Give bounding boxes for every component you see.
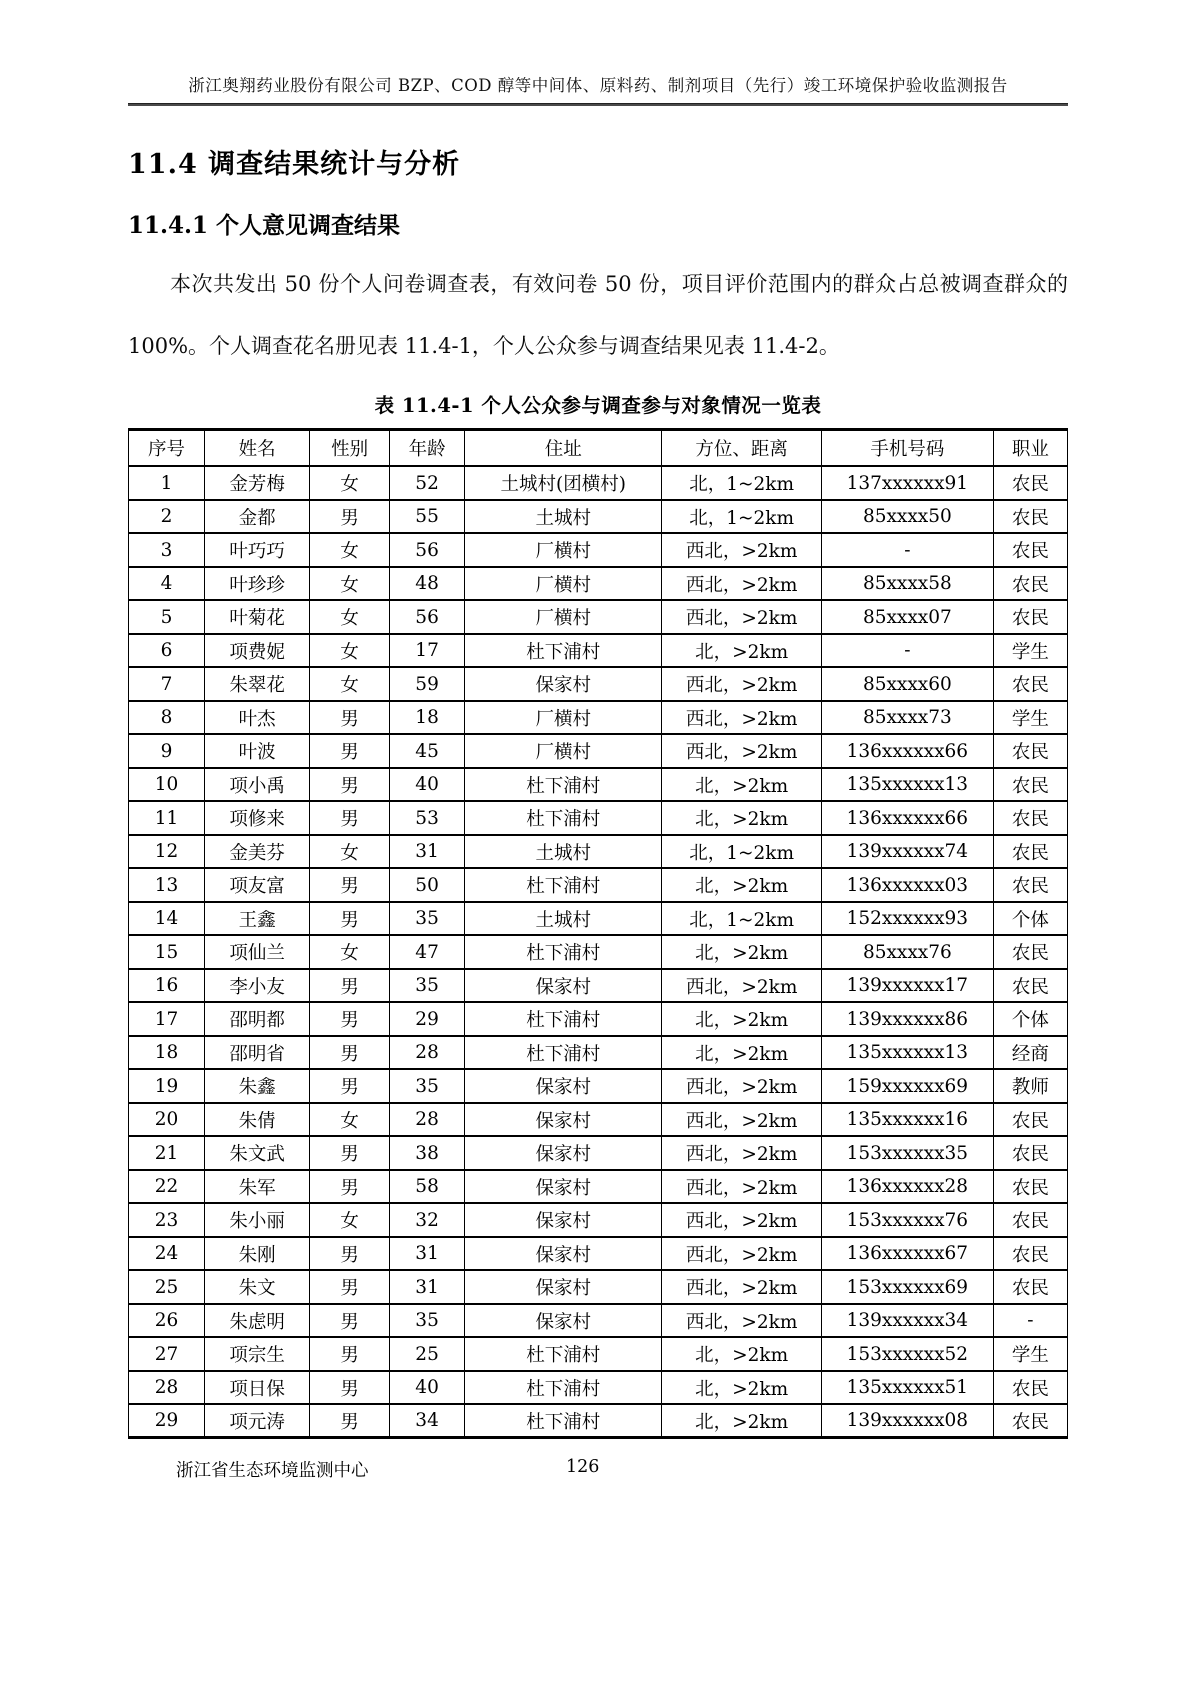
table-cell: 北，>2km xyxy=(662,768,822,802)
table-cell: 杜下浦村 xyxy=(465,935,662,969)
table-row xyxy=(129,1170,1068,1204)
table-cell: 24 xyxy=(129,1237,205,1271)
table-cell: 保家村 xyxy=(465,1237,662,1271)
table-cell: 保家村 xyxy=(465,1270,662,1304)
table-row xyxy=(129,1237,1068,1271)
table-cell: 农民 xyxy=(993,969,1067,1003)
table-cell: 17 xyxy=(129,1002,205,1036)
table-cell: 农民 xyxy=(993,533,1067,567)
table-cell: 139xxxxxx86 xyxy=(821,1002,993,1036)
table-cell: 朱刚 xyxy=(205,1237,310,1271)
table-cell: 保家村 xyxy=(465,1203,662,1237)
table-cell: 31 xyxy=(390,1237,465,1271)
table-row xyxy=(129,969,1068,1003)
table-cell: 经商 xyxy=(993,1036,1067,1070)
table-cell: 朱倩 xyxy=(205,1103,310,1137)
table-cell: 85xxxx50 xyxy=(821,500,993,534)
table-cell: 农民 xyxy=(993,667,1067,701)
table-cell: 8 xyxy=(129,701,205,735)
table-cell: 杜下浦村 xyxy=(465,1337,662,1371)
table-cell: 32 xyxy=(390,1203,465,1237)
table-cell: 34 xyxy=(390,1404,465,1438)
running-header: 浙江奥翔药业股份有限公司 BZP、COD 醇等中间体、原料药、制剂项目（先行）竣工环境保护验收监测报告 xyxy=(188,76,1008,95)
table-cell: 西北，>2km xyxy=(662,1237,822,1271)
table-cell: 北，>2km xyxy=(662,1371,822,1405)
table-row xyxy=(129,1002,1068,1036)
table-cell: 31 xyxy=(390,1270,465,1304)
table-cell: 北，>2km xyxy=(662,1337,822,1371)
table-cell: 西北，>2km xyxy=(662,1170,822,1204)
table-cell: 保家村 xyxy=(465,1069,662,1103)
table-cell: 135xxxxxx13 xyxy=(821,1036,993,1070)
table-cell: 男 xyxy=(310,868,390,902)
table-row xyxy=(129,1203,1068,1237)
table-cell: 农民 xyxy=(993,835,1067,869)
body-paragraph: 本次共发出 50 份个人问卷调查表，有效问卷 50 份，项目评价范围内的群众占总被调查群众的 100%。个人调查花名册见表 11.4-1，个人公众参与调查结果见表 11.4-2。 xyxy=(128,272,1068,358)
table-cell: 土城村 xyxy=(465,902,662,936)
table-cell: 项费妮 xyxy=(205,634,310,668)
table-cell: 15 xyxy=(129,935,205,969)
table-cell: 女 xyxy=(310,567,390,601)
table-cell: 杜下浦村 xyxy=(465,634,662,668)
table-cell: 学生 xyxy=(993,634,1067,668)
table-cell: 金美芬 xyxy=(205,835,310,869)
table-cell: 男 xyxy=(310,1270,390,1304)
table-cell: 男 xyxy=(310,1036,390,1070)
table-cell: 139xxxxxx34 xyxy=(821,1304,993,1338)
table-cell: 35 xyxy=(390,1304,465,1338)
table-cell: 北，1~2km xyxy=(662,500,822,534)
table-cell: 12 xyxy=(129,835,205,869)
table-cell: 136xxxxxx66 xyxy=(821,801,993,835)
table-cell: 152xxxxxx93 xyxy=(821,902,993,936)
table-row xyxy=(129,1036,1068,1070)
table-cell: 邵明省 xyxy=(205,1036,310,1070)
table-cell: 女 xyxy=(310,1203,390,1237)
table-cell: 10 xyxy=(129,768,205,802)
header-rule xyxy=(128,103,1068,106)
table-cell: 个体 xyxy=(993,902,1067,936)
table-cell: 153xxxxxx52 xyxy=(821,1337,993,1371)
table-cell: 西北，>2km xyxy=(662,1136,822,1170)
table-cell: 杜下浦村 xyxy=(465,868,662,902)
table-cell: 个体 xyxy=(993,1002,1067,1036)
table-cell: 男 xyxy=(310,969,390,1003)
table-row xyxy=(129,768,1068,802)
table-cell: 男 xyxy=(310,1237,390,1271)
table-cell: 农民 xyxy=(993,500,1067,534)
table-cell: 农民 xyxy=(993,1270,1067,1304)
table-cell: 52 xyxy=(390,466,465,500)
table-cell: 北，>2km xyxy=(662,1036,822,1070)
table-cell: 男 xyxy=(310,1371,390,1405)
table-cell: 135xxxxxx51 xyxy=(821,1371,993,1405)
table-cell: 25 xyxy=(129,1270,205,1304)
table-cell: 56 xyxy=(390,600,465,634)
table-cell: 农民 xyxy=(993,1103,1067,1137)
table-row xyxy=(129,835,1068,869)
table-row xyxy=(129,734,1068,768)
table-cell: 农民 xyxy=(993,1170,1067,1204)
table-cell: 邵明都 xyxy=(205,1002,310,1036)
table-cell: 朱翠花 xyxy=(205,667,310,701)
table-cell: 杜下浦村 xyxy=(465,1036,662,1070)
table-cell: 西北，>2km xyxy=(662,969,822,1003)
table-cell: 153xxxxxx35 xyxy=(821,1136,993,1170)
table-cell: 55 xyxy=(390,500,465,534)
table-cell: 男 xyxy=(310,1069,390,1103)
table-cell: 北，>2km xyxy=(662,634,822,668)
table-cell: 4 xyxy=(129,567,205,601)
footer-organization: 浙江省生态环境监测中心 xyxy=(176,1461,369,1482)
table-cell: 金芳梅 xyxy=(205,466,310,500)
table-cell: 31 xyxy=(390,835,465,869)
table-cell: 西北，>2km xyxy=(662,1103,822,1137)
page-number: 126 xyxy=(566,1457,600,1478)
table-cell: 西北，>2km xyxy=(662,1304,822,1338)
table-cell: 保家村 xyxy=(465,1170,662,1204)
table-cell: 教师 xyxy=(993,1069,1067,1103)
table-cell: 20 xyxy=(129,1103,205,1137)
table-cell: 农民 xyxy=(993,734,1067,768)
table-cell: 厂横村 xyxy=(465,734,662,768)
table-cell: 西北，>2km xyxy=(662,600,822,634)
column-header: 住址 xyxy=(465,429,662,466)
table-cell: 28 xyxy=(390,1103,465,1137)
table-cell: 杜下浦村 xyxy=(465,801,662,835)
table-row xyxy=(129,567,1068,601)
table-cell: 153xxxxxx76 xyxy=(821,1203,993,1237)
table-cell: 农民 xyxy=(993,1371,1067,1405)
table-row xyxy=(129,1136,1068,1170)
table-cell: 21 xyxy=(129,1136,205,1170)
table-cell: 农民 xyxy=(993,1203,1067,1237)
table-cell: 男 xyxy=(310,1170,390,1204)
table-cell: 王鑫 xyxy=(205,902,310,936)
table-cell: 朱小丽 xyxy=(205,1203,310,1237)
table-cell: 项元涛 xyxy=(205,1404,310,1438)
subsection-heading: 11.4.1 个人意见调查结果 xyxy=(128,212,401,239)
table-cell: 北，>2km xyxy=(662,868,822,902)
table-cell: 男 xyxy=(310,768,390,802)
table-cell: 女 xyxy=(310,634,390,668)
table-cell: - xyxy=(993,1304,1067,1338)
table-cell: 西北，>2km xyxy=(662,533,822,567)
table-cell: 男 xyxy=(310,801,390,835)
table-cell: 女 xyxy=(310,466,390,500)
table-cell: 杜下浦村 xyxy=(465,1371,662,1405)
table-cell: 西北，>2km xyxy=(662,1069,822,1103)
table-cell: 136xxxxxx66 xyxy=(821,734,993,768)
table-cell: 女 xyxy=(310,835,390,869)
table-cell: 北，1~2km xyxy=(662,466,822,500)
table-cell: 保家村 xyxy=(465,1136,662,1170)
table-cell: 农民 xyxy=(993,1136,1067,1170)
table-cell: 杜下浦村 xyxy=(465,768,662,802)
table-cell: 14 xyxy=(129,902,205,936)
table-cell: 女 xyxy=(310,935,390,969)
table-cell: 保家村 xyxy=(465,1304,662,1338)
table-cell: 3 xyxy=(129,533,205,567)
table-row xyxy=(129,600,1068,634)
table-cell: 朱文 xyxy=(205,1270,310,1304)
table-cell: 35 xyxy=(390,902,465,936)
table-cell: 136xxxxxx67 xyxy=(821,1237,993,1271)
table-cell: 项宗生 xyxy=(205,1337,310,1371)
table-cell: 男 xyxy=(310,1136,390,1170)
table-row xyxy=(129,1337,1068,1371)
table-cell: 139xxxxxx08 xyxy=(821,1404,993,1438)
table-row xyxy=(129,1103,1068,1137)
table-cell: 18 xyxy=(129,1036,205,1070)
table-cell: 16 xyxy=(129,969,205,1003)
table-cell: 139xxxxxx17 xyxy=(821,969,993,1003)
table-cell: 23 xyxy=(129,1203,205,1237)
table-cell: 北，>2km xyxy=(662,1404,822,1438)
table-cell: 朱军 xyxy=(205,1170,310,1204)
column-header: 姓名 xyxy=(205,429,310,466)
table-cell: 9 xyxy=(129,734,205,768)
table-cell: 19 xyxy=(129,1069,205,1103)
table-title: 表 11.4-1 个人公众参与调查参与对象情况一览表 xyxy=(374,393,822,417)
table-cell: 叶杰 xyxy=(205,701,310,735)
table-cell: 西北，>2km xyxy=(662,567,822,601)
table-cell: 男 xyxy=(310,500,390,534)
table-cell: 金都 xyxy=(205,500,310,534)
table-cell: 85xxxx58 xyxy=(821,567,993,601)
table-cell: 西北，>2km xyxy=(662,701,822,735)
table-cell: 男 xyxy=(310,1337,390,1371)
table-cell: 农民 xyxy=(993,935,1067,969)
table-cell: 农民 xyxy=(993,600,1067,634)
table-cell: 杜下浦村 xyxy=(465,1002,662,1036)
table-cell: 朱文武 xyxy=(205,1136,310,1170)
table-cell: 29 xyxy=(129,1404,205,1438)
table-cell: 40 xyxy=(390,768,465,802)
table-cell: 土城村(团横村) xyxy=(465,466,662,500)
table-cell: 项日保 xyxy=(205,1371,310,1405)
table-cell: 西北，>2km xyxy=(662,667,822,701)
table-cell: 厂横村 xyxy=(465,701,662,735)
page-footer xyxy=(128,1457,1068,1483)
table-cell: 女 xyxy=(310,600,390,634)
table-cell: 保家村 xyxy=(465,969,662,1003)
table-row xyxy=(129,667,1068,701)
table-row xyxy=(129,801,1068,835)
table-cell: - xyxy=(821,533,993,567)
table-cell: 叶巧巧 xyxy=(205,533,310,567)
table-cell: 50 xyxy=(390,868,465,902)
table-cell: 叶珍珍 xyxy=(205,567,310,601)
table-cell: 137xxxxxx91 xyxy=(821,466,993,500)
table-cell: 135xxxxxx13 xyxy=(821,768,993,802)
table-cell: 西北，>2km xyxy=(662,1203,822,1237)
table-row xyxy=(129,500,1068,534)
table-cell: 厂横村 xyxy=(465,567,662,601)
table-cell: 男 xyxy=(310,701,390,735)
table-row xyxy=(129,634,1068,668)
table-cell: 北，>2km xyxy=(662,1002,822,1036)
table-cell: 保家村 xyxy=(465,1103,662,1137)
table-cell: 保家村 xyxy=(465,667,662,701)
column-header: 手机号码 xyxy=(821,429,993,466)
table-row xyxy=(129,1371,1068,1405)
table-cell: 136xxxxxx28 xyxy=(821,1170,993,1204)
table-row xyxy=(129,868,1068,902)
table-cell: 农民 xyxy=(993,1237,1067,1271)
table-row xyxy=(129,466,1068,500)
table-cell: 35 xyxy=(390,1069,465,1103)
table-cell: 53 xyxy=(390,801,465,835)
table-row xyxy=(129,1404,1068,1438)
table-cell: 男 xyxy=(310,902,390,936)
table-cell: 朱虑明 xyxy=(205,1304,310,1338)
table-cell: 136xxxxxx03 xyxy=(821,868,993,902)
table-cell: 项仙兰 xyxy=(205,935,310,969)
column-header: 方位、距离 xyxy=(662,429,822,466)
table-cell: 女 xyxy=(310,667,390,701)
table-cell: 153xxxxxx69 xyxy=(821,1270,993,1304)
table-row xyxy=(129,1270,1068,1304)
table-cell: 朱鑫 xyxy=(205,1069,310,1103)
table-cell: 农民 xyxy=(993,801,1067,835)
table-cell: 女 xyxy=(310,533,390,567)
table-cell: 女 xyxy=(310,1103,390,1137)
table-cell: 26 xyxy=(129,1304,205,1338)
table-cell: 北，1~2km xyxy=(662,902,822,936)
table-header-row xyxy=(129,429,1068,466)
table-cell: 13 xyxy=(129,868,205,902)
column-header: 年龄 xyxy=(390,429,465,466)
table-cell: 农民 xyxy=(993,768,1067,802)
column-header: 性别 xyxy=(310,429,390,466)
table-cell: 叶菊花 xyxy=(205,600,310,634)
table-cell: 59 xyxy=(390,667,465,701)
table-cell: 56 xyxy=(390,533,465,567)
table-cell: 男 xyxy=(310,734,390,768)
table-cell: 北，1~2km xyxy=(662,835,822,869)
column-header: 职业 xyxy=(993,429,1067,466)
table-cell: 项小禹 xyxy=(205,768,310,802)
table-row xyxy=(129,533,1068,567)
column-header: 序号 xyxy=(129,429,205,466)
table-cell: 李小友 xyxy=(205,969,310,1003)
table-cell: 厂横村 xyxy=(465,600,662,634)
table-cell: 85xxxx76 xyxy=(821,935,993,969)
table-cell: 学生 xyxy=(993,1337,1067,1371)
table-cell: 27 xyxy=(129,1337,205,1371)
table-cell: 38 xyxy=(390,1136,465,1170)
table-cell: 48 xyxy=(390,567,465,601)
table-cell: 男 xyxy=(310,1002,390,1036)
table-cell: 叶波 xyxy=(205,734,310,768)
table-cell: 85xxxx07 xyxy=(821,600,993,634)
table-row xyxy=(129,902,1068,936)
table-cell: 29 xyxy=(390,1002,465,1036)
table-cell: 土城村 xyxy=(465,835,662,869)
table-cell: 西北，>2km xyxy=(662,734,822,768)
table-cell: 45 xyxy=(390,734,465,768)
survey-table xyxy=(128,428,1068,1440)
table-cell: 杜下浦村 xyxy=(465,1404,662,1438)
table-cell: 农民 xyxy=(993,567,1067,601)
table-cell: 28 xyxy=(129,1371,205,1405)
table-cell: 学生 xyxy=(993,701,1067,735)
table-cell: 农民 xyxy=(993,466,1067,500)
table-cell: 北，>2km xyxy=(662,801,822,835)
table-cell: 17 xyxy=(390,634,465,668)
table-row xyxy=(129,935,1068,969)
table-cell: - xyxy=(821,634,993,668)
table-cell: 18 xyxy=(390,701,465,735)
table-cell: 11 xyxy=(129,801,205,835)
table-cell: 项友富 xyxy=(205,868,310,902)
section-heading: 11.4 调查结果统计与分析 xyxy=(128,149,461,180)
table-cell: 35 xyxy=(390,969,465,1003)
table-cell: 85xxxx60 xyxy=(821,667,993,701)
table-cell: 47 xyxy=(390,935,465,969)
table-cell: 厂横村 xyxy=(465,533,662,567)
table-cell: 28 xyxy=(390,1036,465,1070)
table-cell: 农民 xyxy=(993,1404,1067,1438)
table-cell: 7 xyxy=(129,667,205,701)
table-cell: 159xxxxxx69 xyxy=(821,1069,993,1103)
table-cell: 25 xyxy=(390,1337,465,1371)
table-cell: 男 xyxy=(310,1404,390,1438)
table-cell: 139xxxxxx74 xyxy=(821,835,993,869)
table-cell: 85xxxx73 xyxy=(821,701,993,735)
table-cell: 58 xyxy=(390,1170,465,1204)
table-row xyxy=(129,1304,1068,1338)
table-cell: 2 xyxy=(129,500,205,534)
table-row xyxy=(129,1069,1068,1103)
table-cell: 农民 xyxy=(993,868,1067,902)
table-row xyxy=(129,701,1068,735)
table-cell: 北，>2km xyxy=(662,935,822,969)
table-cell: 6 xyxy=(129,634,205,668)
table-cell: 男 xyxy=(310,1304,390,1338)
table-cell: 项修来 xyxy=(205,801,310,835)
table-cell: 西北，>2km xyxy=(662,1270,822,1304)
table-cell: 5 xyxy=(129,600,205,634)
table-cell: 135xxxxxx16 xyxy=(821,1103,993,1137)
table-cell: 1 xyxy=(129,466,205,500)
table-cell: 22 xyxy=(129,1170,205,1204)
table-cell: 40 xyxy=(390,1371,465,1405)
table-cell: 土城村 xyxy=(465,500,662,534)
